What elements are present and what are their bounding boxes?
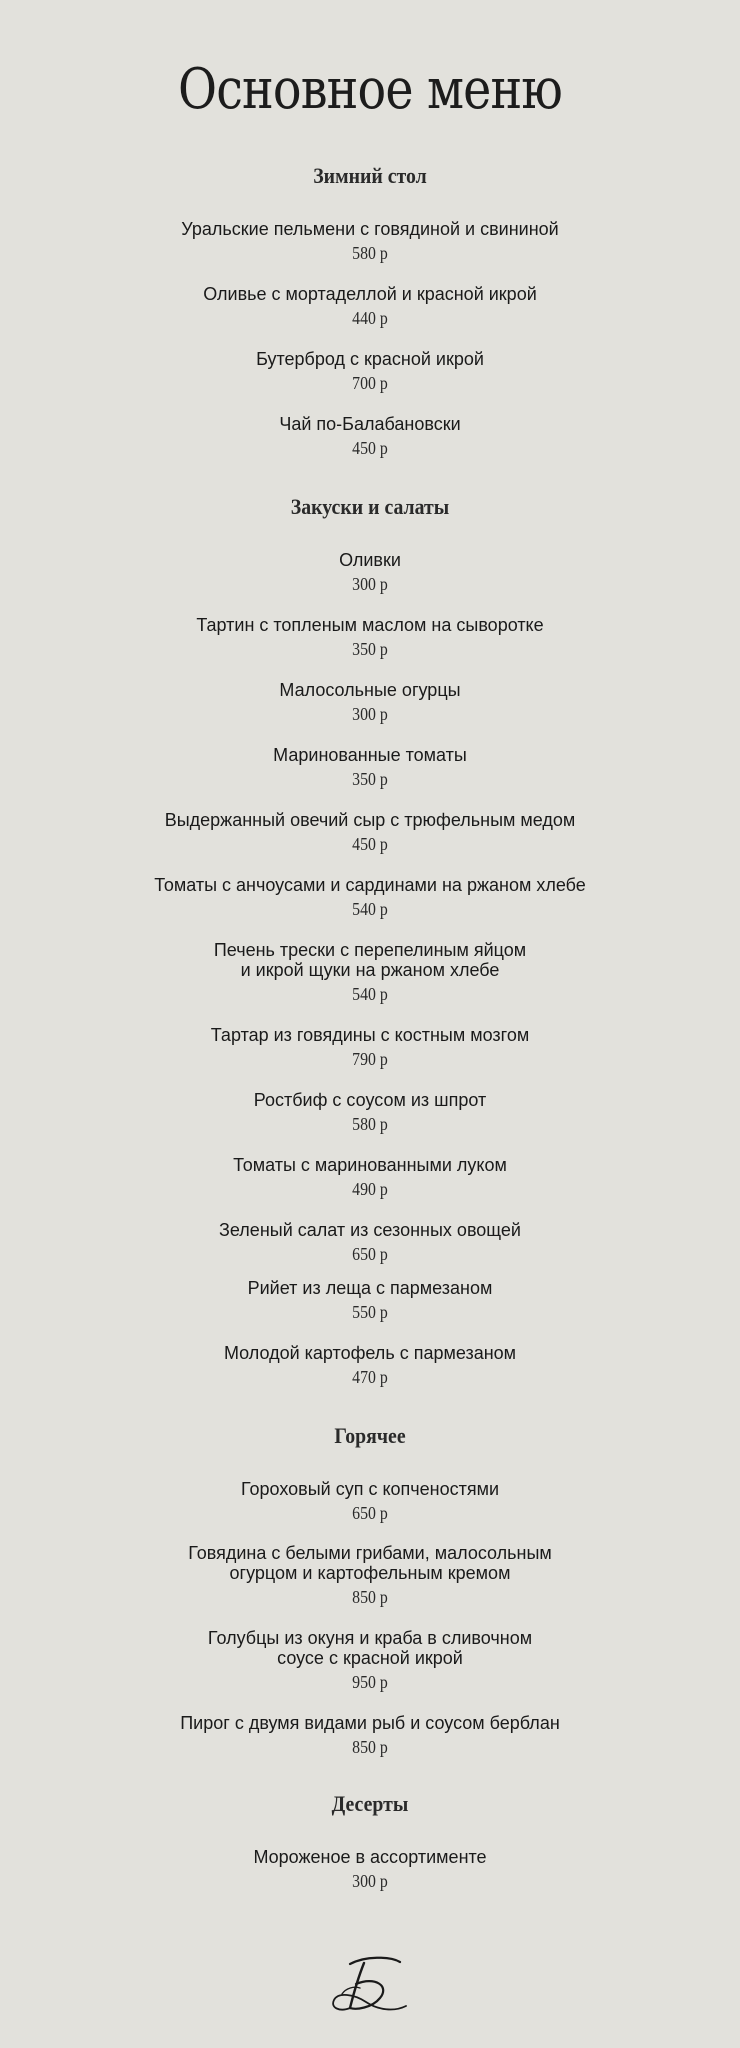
menu-item bbox=[60, 1025, 680, 1070]
menu-item bbox=[60, 1155, 680, 1200]
dish-name: Уральские пельмени с говядиной и свининой bbox=[181, 219, 559, 239]
dish-name: Мороженое в ассортименте bbox=[253, 1847, 487, 1867]
menu-item bbox=[60, 1090, 680, 1135]
dish-name: Молодой картофель с пармезаном bbox=[223, 1343, 517, 1363]
dish-price: 790 р bbox=[352, 1049, 388, 1069]
menu-item bbox=[60, 1713, 680, 1758]
dish-price: 450 р bbox=[352, 834, 388, 854]
dish-price: 300 р bbox=[352, 574, 388, 594]
dish-price: 470 р bbox=[352, 1367, 388, 1387]
dish-name: Маринованные томаты bbox=[273, 745, 467, 765]
page-title: Основное меню bbox=[178, 57, 562, 122]
menu-item bbox=[60, 810, 680, 855]
dish-price: 350 р bbox=[352, 639, 388, 659]
menu-item bbox=[60, 1343, 680, 1388]
menu-item bbox=[60, 940, 680, 1005]
menu-item bbox=[60, 1220, 680, 1265]
dish-price: 850 р bbox=[352, 1587, 388, 1607]
dish-price: 550 р bbox=[352, 1302, 388, 1322]
dish-name: Бутерброд с красной икрой bbox=[256, 349, 484, 369]
dish-price: 300 р bbox=[352, 1871, 388, 1891]
dish-name: Пирог с двумя видами рыб и соусом берблан bbox=[180, 1713, 560, 1733]
menu-item bbox=[60, 284, 680, 329]
menu-item bbox=[60, 349, 680, 394]
monogram-b-icon bbox=[320, 1950, 420, 2020]
menu-item bbox=[60, 615, 680, 660]
menu-item bbox=[60, 875, 680, 920]
dish-price: 540 р bbox=[352, 899, 388, 919]
dish-name: Тартин с топленым маслом на сыворотке bbox=[196, 615, 544, 635]
dish-price: 950 р bbox=[352, 1672, 388, 1692]
dish-name: Выдержанный овечий сыр с трюфельным медом bbox=[164, 810, 576, 830]
menu-item bbox=[60, 550, 680, 595]
dish-price: 700 р bbox=[352, 373, 388, 393]
dish-name: Оливье с мортаделлой и красной икрой bbox=[203, 284, 537, 304]
dish-price: 540 р bbox=[352, 984, 388, 1004]
dish-name: Рийет из леща с пармезаном bbox=[247, 1278, 493, 1298]
dish-price: 850 р bbox=[352, 1737, 388, 1757]
dish-name: Печень трески с перепелиным яйцом и икрой щуки на ржаном хлебе bbox=[213, 940, 527, 980]
dish-name: Томаты с маринованными луком bbox=[233, 1155, 507, 1175]
menu-item bbox=[60, 1847, 680, 1892]
menu-item bbox=[60, 1543, 680, 1608]
section-title-appetizers: Закуски и салаты bbox=[290, 494, 450, 519]
menu-item bbox=[60, 1479, 680, 1524]
dish-name: Тартар из говядины с костным мозгом bbox=[210, 1025, 530, 1045]
menu-item bbox=[60, 680, 680, 725]
menu-item bbox=[60, 1278, 680, 1323]
dish-price: 490 р bbox=[352, 1179, 388, 1199]
dish-name: Гороховый суп с копченостями bbox=[240, 1479, 500, 1499]
dish-price: 440 р bbox=[352, 308, 388, 328]
section-title-hot: Горячее bbox=[334, 1423, 406, 1448]
dish-name: Ростбиф с соусом из шпрот bbox=[253, 1090, 487, 1110]
dish-price: 650 р bbox=[352, 1503, 388, 1523]
dish-name: Зеленый салат из сезонных овощей bbox=[219, 1220, 521, 1240]
menu-item bbox=[60, 1628, 680, 1693]
dish-name: Чай по-Балабановски bbox=[279, 414, 461, 434]
dish-price: 450 р bbox=[352, 438, 388, 458]
dish-price: 300 р bbox=[352, 704, 388, 724]
dish-name: Голубцы из окуня и краба в сливочном соусе с красной икрой bbox=[207, 1628, 533, 1668]
menu-item bbox=[60, 414, 680, 459]
dish-name: Малосольные огурцы bbox=[279, 680, 461, 700]
section-title-winter: Зимний стол bbox=[313, 163, 427, 188]
dish-name: Говядина с белыми грибами, малосольным огурцом и картофельным кремом bbox=[188, 1543, 552, 1583]
dish-name: Томаты с анчоусами и сардинами на ржаном хлебе bbox=[154, 875, 586, 895]
dish-price: 650 р bbox=[352, 1244, 388, 1264]
menu-item bbox=[60, 219, 680, 264]
dish-price: 350 р bbox=[352, 769, 388, 789]
dish-price: 580 р bbox=[352, 243, 388, 263]
menu-item bbox=[60, 745, 680, 790]
dish-name: Оливки bbox=[339, 550, 401, 570]
dish-price: 580 р bbox=[352, 1114, 388, 1134]
section-title-desserts: Десерты bbox=[331, 1791, 409, 1816]
